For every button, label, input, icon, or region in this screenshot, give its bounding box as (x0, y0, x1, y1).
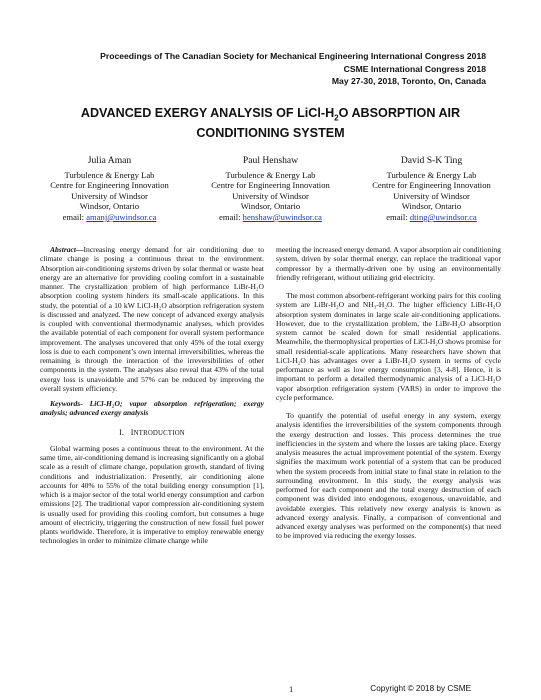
author-name: Paul Henshaw (242, 155, 299, 166)
author-centre: Centre for Engineering Innovation (50, 180, 169, 191)
author-lab: Turbulence & Energy Lab (386, 169, 477, 180)
author-centre: Centre for Engineering Innovation (372, 180, 491, 191)
email-label: email: (219, 211, 241, 222)
proceedings-line-3: May 27-30, 2018, Toronto, On, Canada (331, 76, 486, 87)
right-paragraph-2: The most common absorbent-refrigerant working pairs for this cooling system are LiBr-H₂O and NH₃-H₂O. The higher efficiency LiBr-H₂O absorption system dominates in large scale air-conditioning applications. However, due to the crystallization problem, the LiBr-H₂O absorption system cannot be scaled down for small residential applications. Meanwhile, the thermophysical properties of LiCl-H₂O shows promise for small residential-scale applications. Many researchers have shown that LiCl-H₂O has advantages over a LiBr-H₂O system in terms of cycle performance as well as low energy consumption [3, 4-8]. Hence, it is important to perform a detailed thermodynamic analysis of a LiCl-H₂O vapor absorption refrigeration system (VARS) in order to improve the cycle performance. (276, 291, 502, 402)
proceedings-line-2: CSME International Congress 2018 (343, 63, 486, 74)
paper-title (40, 106, 501, 141)
section-heading-introduction (40, 428, 264, 438)
section-numeral: I. (119, 427, 125, 437)
author-email-line (183, 212, 358, 223)
right-paragraph-1: meeting the increased energy demand. A vapor absorption air conditioning system, driven by solar thermal energy, can replace the traditional vapor compressor by a thermally-driven one by using an environmentally friendly refrigerant, without utilizing grid electricity. (276, 245, 501, 282)
right-column (276, 245, 501, 541)
abstract-paragraph (40, 245, 264, 393)
author-lab: Turbulence & Energy Lab (64, 169, 155, 180)
author-3 (344, 156, 519, 223)
left-column (40, 245, 264, 546)
copyright-notice: Copyright © 2018 by CSME (370, 684, 471, 693)
author-university: University of Windsor (393, 190, 470, 201)
abstract-text: Increasing energy demand for air conditioning due to climate change is posing a continuous threat to the environment. Absorption air-conditioning systems driven by solar thermal or waste heat energy are an alternative for providing cooling comfort in a sustainable manner. The crystallization problem of high performance LiBr-H₂O absorption cooling system hinders its small-scale applications. In this study, the potential of a 10 kW LiCl-H₂O absorption refrigeration system is discussed and analyzed. The new concept of advanced exergy analysis is coupled with conventional thermodynamic analyses, which provides the available potential of each component for overall system performance improvement. The analyses uncovered that only 45% of the total exergy loss is due to each component’s own internal irreversibilities, whereas the remaining is through the interaction of the irreversibilities of other components in the system. The analyses also reveal that 43% of the total exergy loss is unavoidable and 57% can be reduced by improving the overall system efficiency. (40, 245, 264, 393)
author-2 (183, 156, 358, 223)
proceedings-line-1: Proceedings of The Canadian Society for Mechanical Engineering International Congress 2018 (100, 51, 486, 61)
author-city: Windsor, Ontario (240, 201, 301, 212)
title-part-1: ADVANCED EXERGY ANALYSIS OF LiCl-H (80, 106, 335, 120)
author-email-link[interactable]: henshaw@uwindsor.ca (242, 211, 322, 222)
author-lab: Turbulence & Energy Lab (225, 169, 316, 180)
author-name: Julia Aman (87, 155, 132, 166)
proceedings-header (100, 50, 486, 88)
email-label: email: (386, 211, 408, 222)
title-line-2: CONDITIONING SYSTEM (196, 125, 345, 140)
author-email-line (22, 212, 197, 223)
author-centre: Centre for Engineering Innovation (211, 180, 330, 191)
author-1 (22, 156, 197, 223)
author-email-line (344, 212, 519, 223)
page-number: 1 (289, 684, 294, 694)
author-city: Windsor, Ontario (79, 201, 140, 212)
keywords: Keywords- LiCl-H₂O; vapor absorption refrigeration; exergy analysis; advanced exergy analysis (40, 399, 264, 418)
intro-paragraph: Global warming poses a continuous threat to the environment. At the same time, air-conditioning demand is increasing significantly on a global scale as a result of climate change, population growth, standard of living conditions and industrialization. Presently, air conditioning alone accounts for 40% to 55% of the total building energy consumption [1], which is a major sector of the total world energy consumption and carbon emissions [2]. The traditional vapor compression air-conditioning system is usually used for providing this cooling comfort, but consumes a huge amount of electricity, triggering the construction of new fossil fuel power plants worldwide. Therefore, it is imperative to employ renewable energy technologies in order to minimize climate change while (40, 443, 264, 546)
author-email-link[interactable]: dting@uwindsor.ca (409, 211, 477, 222)
title-subscript: 2 (334, 113, 339, 123)
section-title-first: I (130, 427, 134, 437)
abstract-label: Abstract— (50, 245, 84, 254)
author-university: University of Windsor (232, 190, 309, 201)
right-paragraph-3: To quantify the potential of useful energy in any system, exergy analysis identifies the irreversibilities of the system components through the exergy destruction and losses. This process determines the true inefficiencies in the system and where the losses are taking place. Exergy analysis measures the actual improvement potential of the system. Exergy signifies the maximum work potential of a system that can be produced when the system proceeds from initial state to final state in relation to the surrounding environment. In this study, the exergy analysis was performed for each component and the total exergy destruction of each component was divided into endogenous, exogenous, unavoidable, and avoidable exergies. This relatively new exergy analysis is known as advanced exergy analysis. Finally, a comparison of conventional and advanced exergy analyses was performed on the component(s) that need to be improved via reducing the exergy losses. (276, 411, 501, 541)
author-university: University of Windsor (71, 190, 148, 201)
author-email-link[interactable]: amanj@uwindsor.ca (86, 211, 157, 222)
author-city: Windsor, Ontario (401, 201, 462, 212)
email-label: email: (62, 211, 85, 222)
title-part-2: O ABSORPTION AIR (338, 106, 461, 120)
author-name: David S-K Ting (400, 155, 463, 166)
section-title-rest: NTRODUCTION (133, 429, 185, 437)
